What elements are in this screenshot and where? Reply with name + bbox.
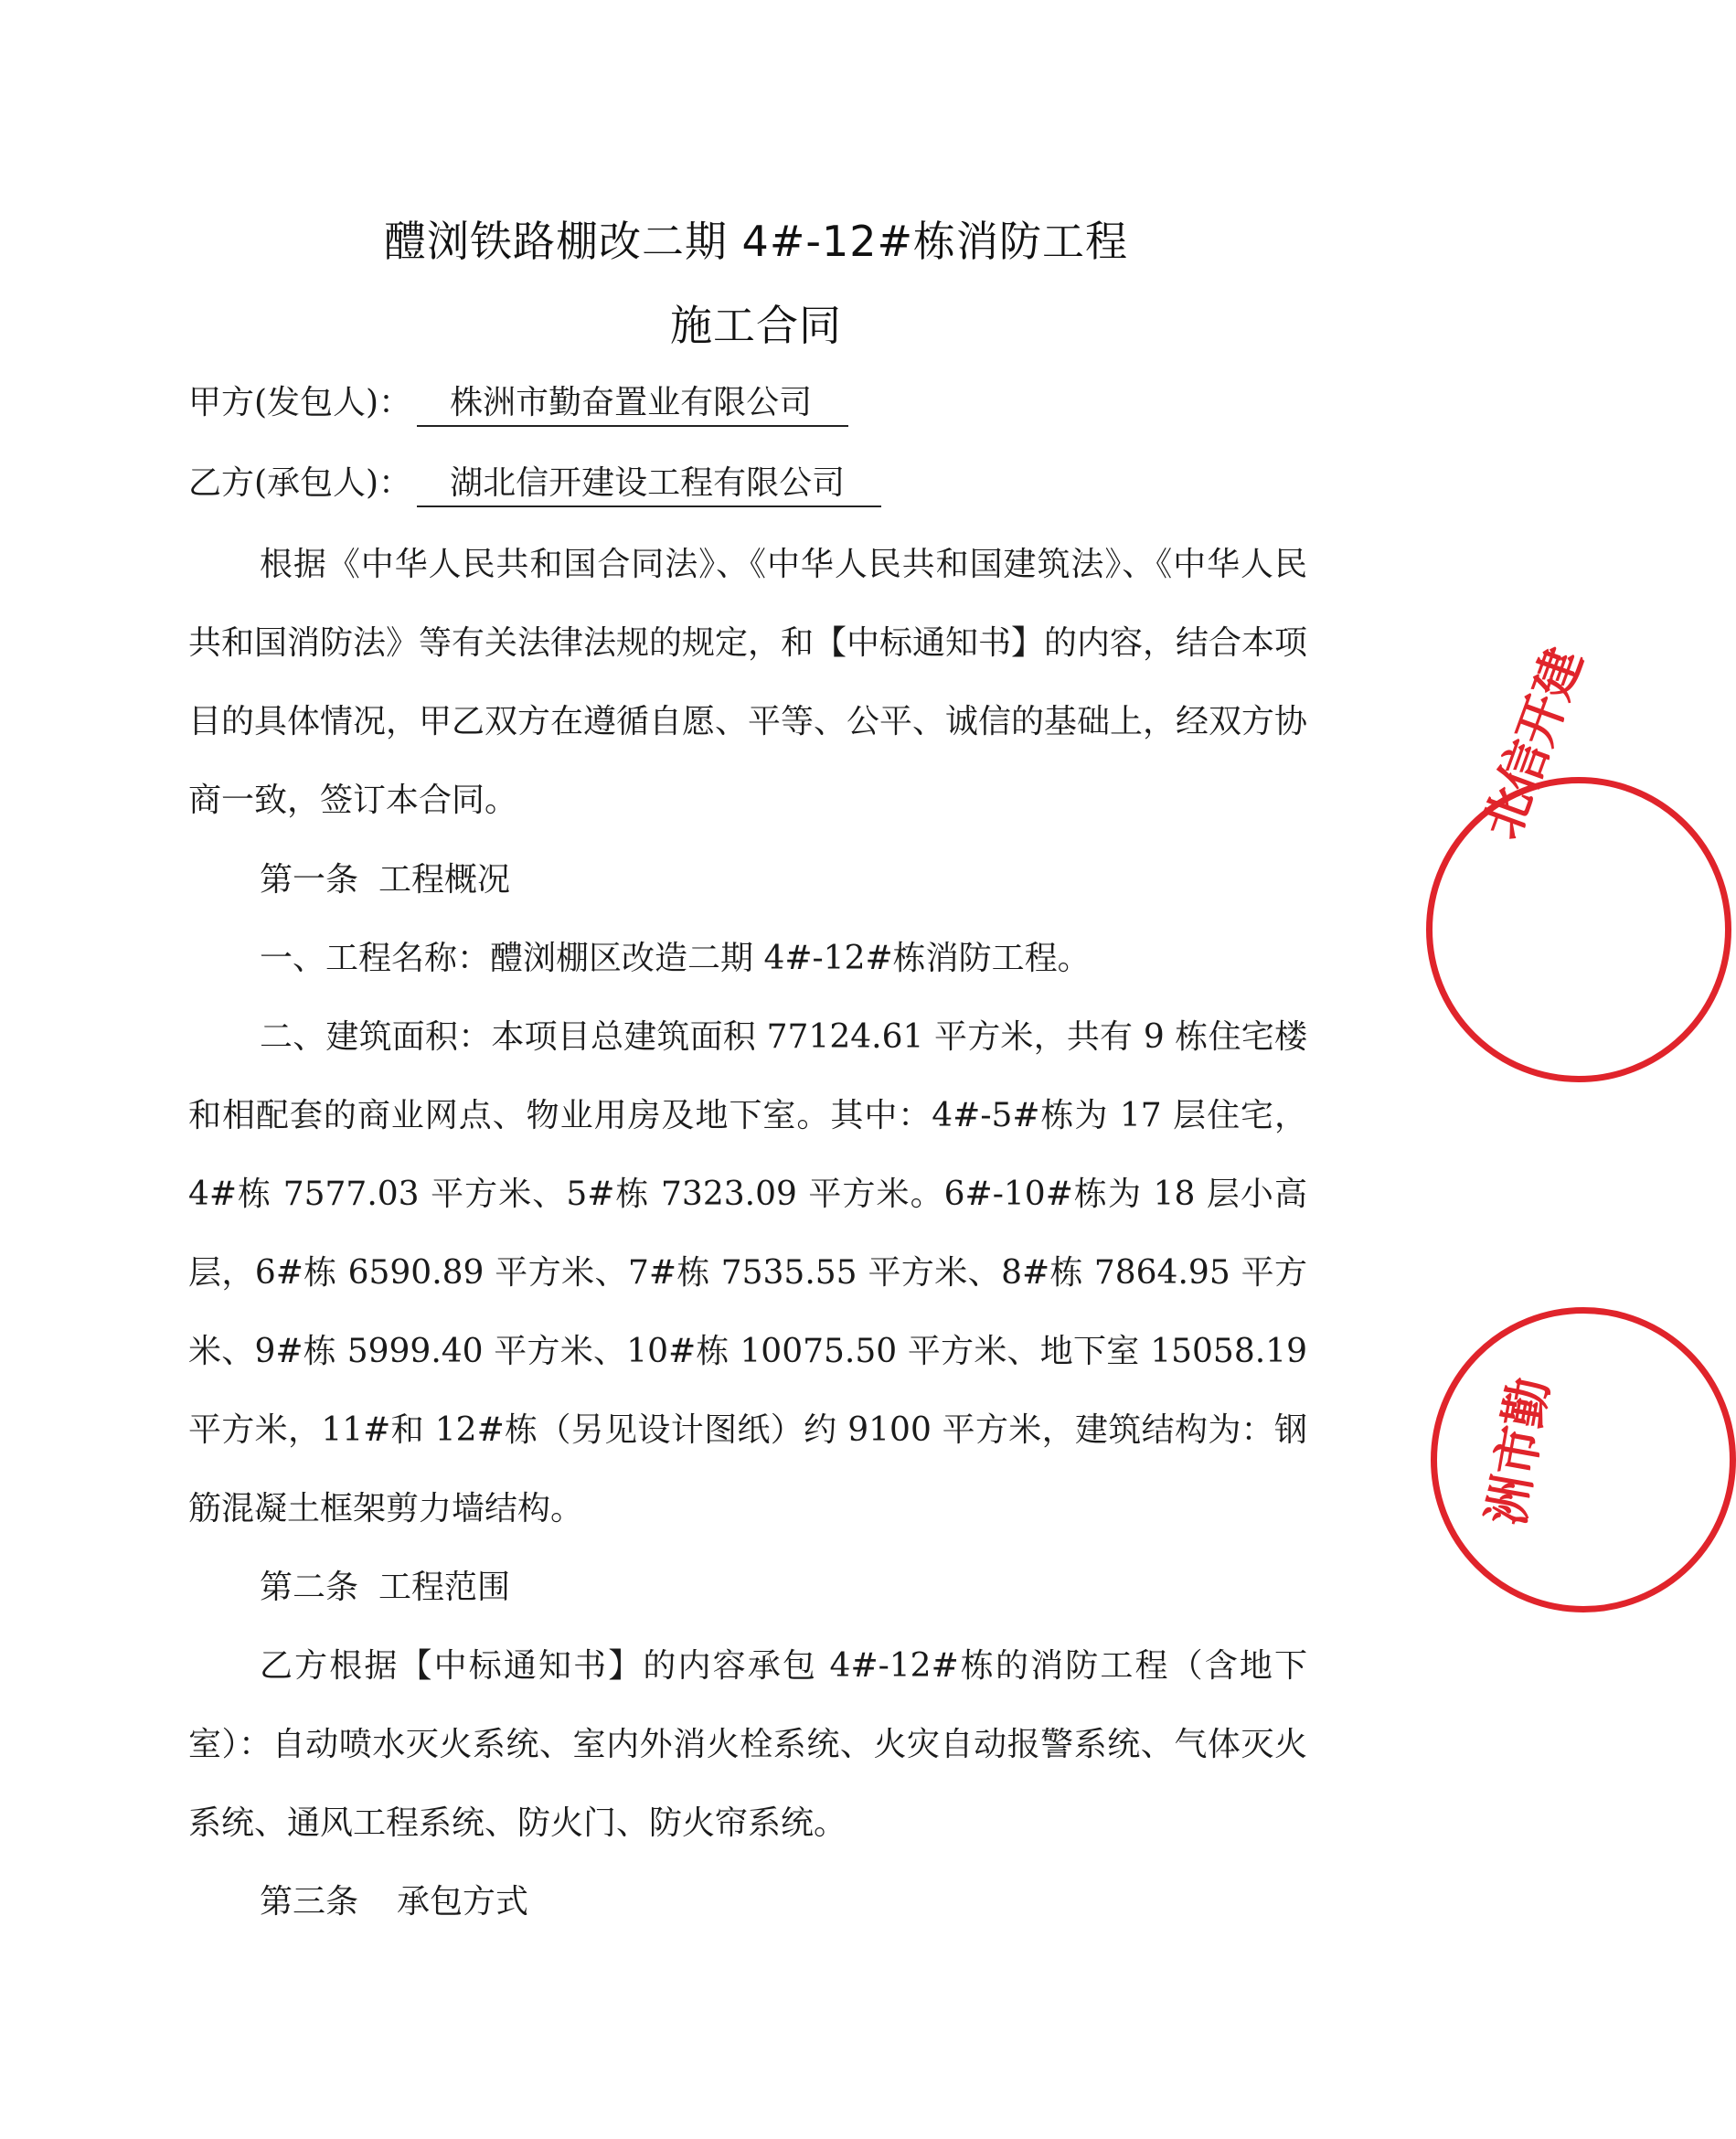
article-2-title: 工程范围 bbox=[378, 1569, 511, 1606]
article-2-heading bbox=[260, 1548, 510, 1627]
scope-paragraph: 乙方根据【中标通知书】的内容承包 4#-12#栋的消防工程（含地下室）：自动喷水灭火系统、室内外消火栓系统、火灾自动报警系统、气体灭火系统、通风工程系统、防火门、防火帘系统。 bbox=[188, 1647, 1307, 1842]
intro-paragraph: 根据《中华人民共和国合同法》、《中华人民共和国建筑法》、《中华人民共和国消防法》等有关法律法规的规定，和【中标通知书】的内容，结合本项目的具体情况，甲乙双方在遵循自愿、平等、公平、诚信的基础上，经双方协商一致，签订本合同。 bbox=[188, 546, 1308, 819]
article-3-heading bbox=[260, 1863, 528, 1942]
document-title: 醴浏铁路棚改二期 4#-12#栋消防工程 bbox=[383, 217, 1129, 266]
project-name-paragraph: 一、工程名称：醴浏棚区改造二期 4#-12#栋消防工程。 bbox=[260, 940, 1091, 977]
party-a-value: 株洲市勤奋置业有限公司 bbox=[417, 377, 848, 427]
article-1-heading bbox=[260, 841, 510, 920]
article-3-title: 承包方式 bbox=[397, 1883, 529, 1921]
party-a-label: 甲方(发包人)： bbox=[188, 384, 412, 421]
building-area-paragraph: 二、建筑面积：本项目总建筑面积 77124.61 平方米，共有 9 栋住宅楼和相配套的商业网点、物业用房及地下室。其中：4#-5#栋为 17 层住宅， 4#栋 7577.03 平方米、5#栋 7323.09 平方米。6#-10#栋为 18 层小高层，6#栋 6590.89 平方米、7#栋 7535.55 平方米、8#栋 7864.95 平方米、9#栋 5999.40 平方米、10#栋 10075.50 平方米、地下室 15058.19 平方米，11#和 12#栋（另见设计图纸）约 9100 平方米，建筑结构为：钢筋混凝土框架剪力墙结构。 bbox=[188, 1018, 1307, 1527]
party-b-label: 乙方(承包人)： bbox=[188, 464, 412, 502]
document-subtitle: 施工合同 bbox=[670, 301, 842, 350]
article-3-number: 第三条 bbox=[260, 1883, 359, 1921]
party-b-value: 湖北信开建设工程有限公司 bbox=[417, 457, 881, 507]
company-seal-text: 北信开建 bbox=[1472, 640, 1594, 846]
article-1-number: 第一条 bbox=[260, 861, 359, 899]
article-2-number: 第二条 bbox=[260, 1569, 359, 1606]
article-1-title: 工程概况 bbox=[378, 861, 511, 899]
company-seal-text-2: 洲市勤 bbox=[1476, 1373, 1560, 1529]
party-b-line bbox=[188, 457, 881, 507]
party-a-line bbox=[188, 377, 848, 427]
